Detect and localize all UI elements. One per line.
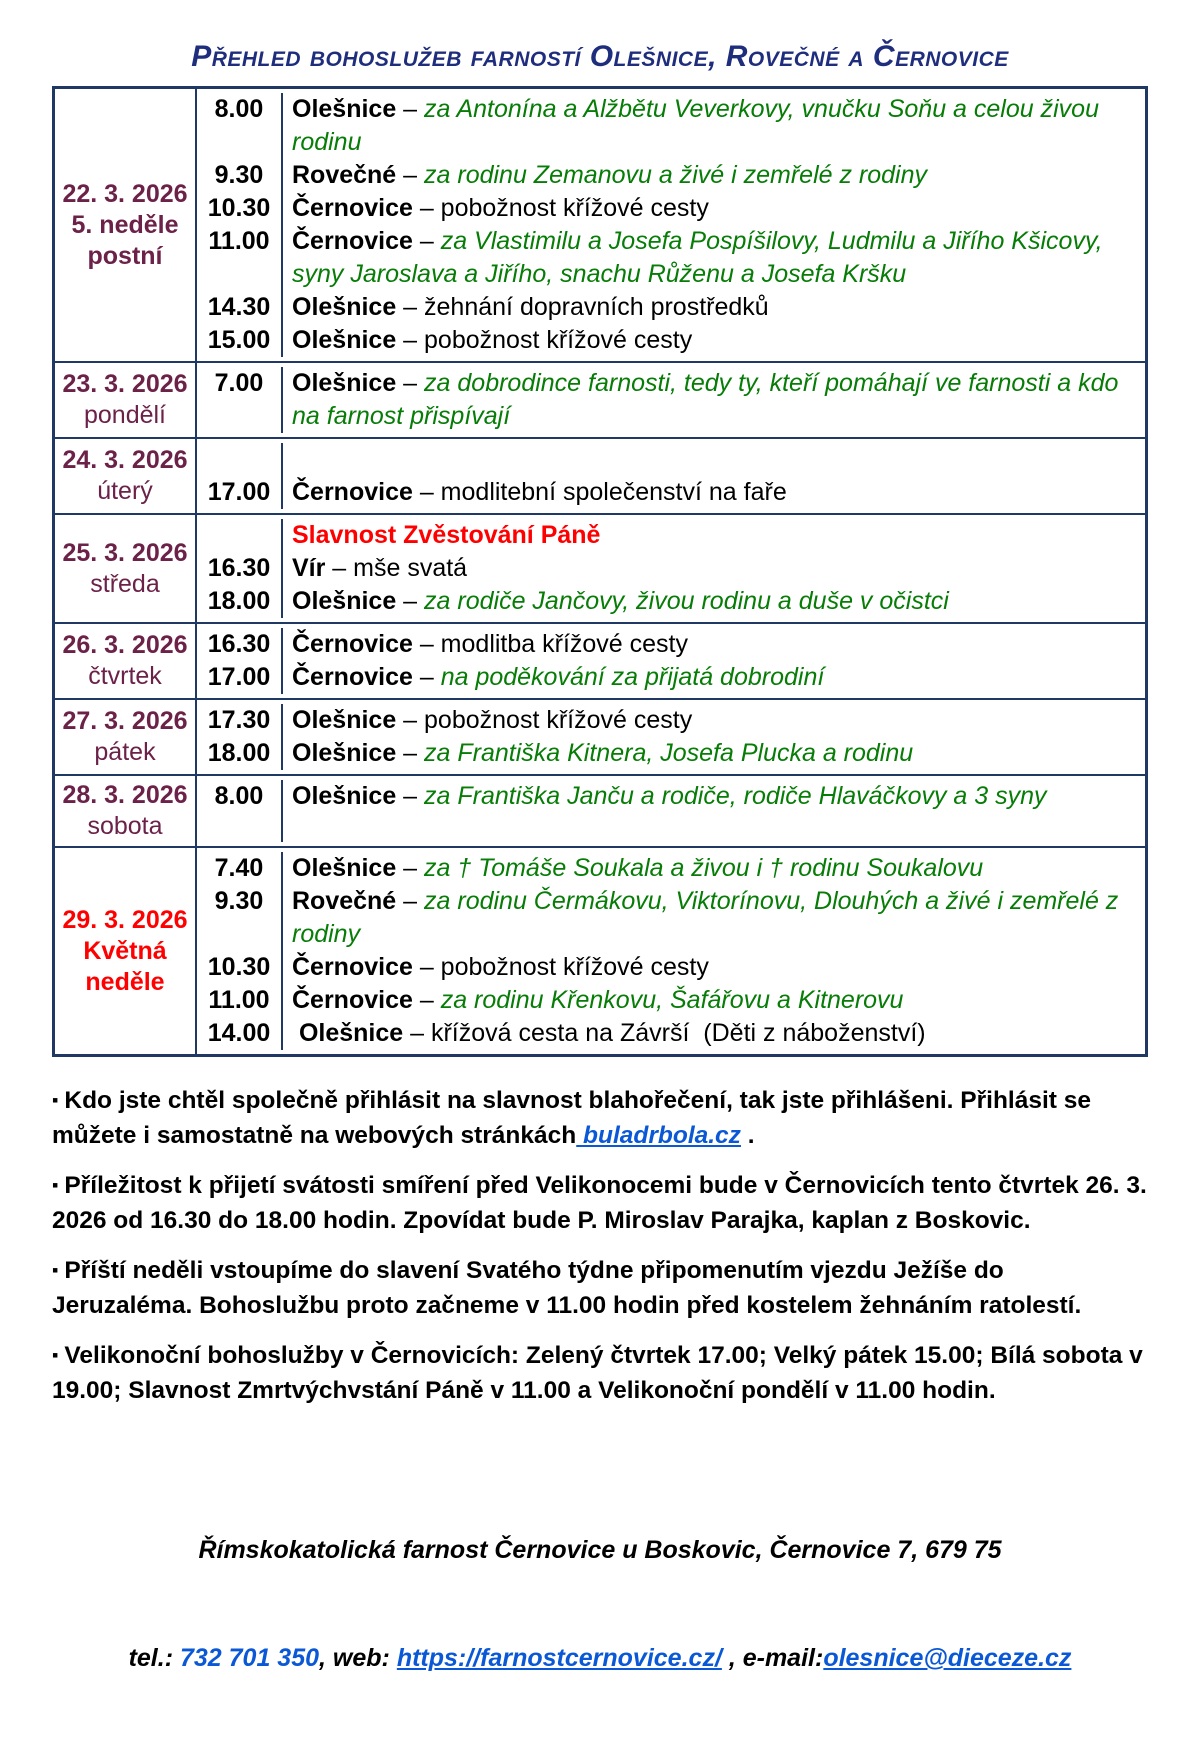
text-segment: Vír bbox=[292, 554, 326, 582]
event-time: 7.40 bbox=[197, 852, 283, 885]
event-description bbox=[283, 443, 1145, 476]
note-paragraph bbox=[52, 1253, 1148, 1323]
event-description bbox=[283, 661, 1145, 694]
event-description bbox=[283, 852, 1145, 885]
date-line: 24. 3. 2026 bbox=[62, 446, 188, 474]
note-paragraph bbox=[52, 1338, 1148, 1408]
text-segment: Rovečné bbox=[292, 887, 397, 915]
text-segment: Černovice bbox=[292, 478, 413, 506]
text-segment: Olešnice bbox=[292, 782, 397, 810]
text-segment: na poděkování za přijatá dobrodiní bbox=[440, 663, 825, 691]
date-line: čtvrtek bbox=[88, 662, 162, 690]
event-time: 17.00 bbox=[197, 476, 283, 509]
notes-section bbox=[52, 1083, 1154, 1408]
date-line: Květná bbox=[83, 936, 167, 965]
date-line: 25. 3. 2026 bbox=[62, 538, 188, 567]
text-segment: Olešnice bbox=[292, 326, 397, 354]
buladrbola-link[interactable]: buladrbola.cz bbox=[576, 1122, 741, 1149]
event-row bbox=[197, 367, 1145, 433]
event-list bbox=[197, 363, 1145, 437]
date-cell bbox=[55, 776, 197, 846]
text-segment: , web: bbox=[319, 1644, 397, 1672]
phone-number: 732 701 350 bbox=[179, 1644, 320, 1672]
text-segment: za rodinu Zemanovu a živé i zemřelé z rodiny bbox=[424, 161, 928, 189]
text-segment: – bbox=[396, 739, 425, 767]
date-line: neděle bbox=[85, 967, 165, 996]
date-cell bbox=[55, 515, 197, 622]
text-segment: – modlitba křížové cesty bbox=[412, 630, 689, 658]
text-segment: za Antonína a Alžbětu Veverkovy, vnučku Soňu a celou živou rodinu bbox=[292, 95, 1106, 156]
text-segment: – křížová cesta na Závrší (Děti z náboženství) bbox=[403, 1019, 926, 1047]
event-list bbox=[197, 776, 1145, 846]
event-row bbox=[197, 552, 1145, 585]
text-segment: Příležitost k přijetí svátosti smíření před Velikonocemi bude v Černovicích tento čtvrtek 26. 3. 2026 od 16.30 do 18.00 hodin. Zpovídat bude P. Miroslav Parajka, kaplan z Boskovic. bbox=[52, 1172, 1154, 1234]
event-time: 7.00 bbox=[197, 367, 283, 433]
text-segment: Olešnice bbox=[292, 95, 397, 123]
event-time: 18.00 bbox=[197, 737, 283, 770]
event-list bbox=[197, 89, 1145, 361]
event-time: 11.00 bbox=[197, 984, 283, 1017]
text-segment: – bbox=[412, 663, 441, 691]
event-description bbox=[283, 885, 1145, 951]
event-time: 14.30 bbox=[197, 291, 283, 324]
text-segment: Slavnost Zvěstování Páně bbox=[292, 521, 601, 549]
event-row bbox=[197, 93, 1145, 159]
event-description bbox=[283, 780, 1145, 842]
event-time: 11.00 bbox=[197, 225, 283, 291]
text-segment: . bbox=[740, 1122, 755, 1149]
text-segment: za rodinu Čermákovu, Viktorínovu, Dlouhých a živé i zemřelé z rodiny bbox=[292, 887, 1126, 948]
text-segment bbox=[292, 1019, 299, 1047]
table-row bbox=[55, 846, 1145, 1054]
event-time: 18.00 bbox=[197, 585, 283, 618]
bullet-icon: ▪ bbox=[52, 1345, 59, 1365]
table-row bbox=[55, 774, 1145, 846]
text-segment: za † Tomáše Soukala a živou i † rodinu Soukalovu bbox=[424, 854, 984, 882]
table-row bbox=[55, 361, 1145, 437]
event-time: 16.30 bbox=[197, 552, 283, 585]
event-time: 9.30 bbox=[197, 885, 283, 951]
text-segment: – pobožnost křížové cesty bbox=[396, 706, 693, 734]
text-segment: – bbox=[412, 986, 441, 1014]
text-segment: Černovice bbox=[292, 194, 413, 222]
text-segment: Olešnice bbox=[298, 1019, 404, 1047]
event-row bbox=[197, 628, 1145, 661]
event-time: 8.00 bbox=[197, 780, 283, 842]
event-description bbox=[283, 476, 1145, 509]
event-time bbox=[197, 443, 283, 476]
text-segment: – bbox=[412, 227, 441, 255]
text-segment: – pobožnost křížové cesty bbox=[412, 953, 709, 981]
event-description bbox=[283, 159, 1145, 192]
event-row bbox=[197, 291, 1145, 324]
website-link[interactable]: https://farnostcernovice.cz/ bbox=[396, 1644, 722, 1672]
event-list bbox=[197, 624, 1145, 698]
event-row bbox=[197, 951, 1145, 984]
event-time: 9.30 bbox=[197, 159, 283, 192]
event-description bbox=[283, 951, 1145, 984]
text-segment: Olešnice bbox=[292, 369, 397, 397]
event-time: 17.00 bbox=[197, 661, 283, 694]
text-segment: Velikonoční bohoslužby v Černovicích: Zelený čtvrtek 17.00; Velký pátek 15.00; Bílá sobota v 19.00; Slavnost Zmrtvýchvstání Páně v 11.00 a Velikonoční pondělí v 11.00 hodin. bbox=[52, 1342, 1150, 1404]
text-segment: – mše svatá bbox=[325, 554, 468, 582]
event-row bbox=[197, 192, 1145, 225]
text-segment: – žehnání dopravních prostředků bbox=[396, 293, 769, 321]
event-description bbox=[283, 225, 1145, 291]
date-line: 28. 3. 2026 bbox=[62, 781, 188, 809]
event-description bbox=[283, 192, 1145, 225]
text-segment: – bbox=[396, 161, 425, 189]
event-row bbox=[197, 661, 1145, 694]
text-segment: Olešnice bbox=[292, 293, 397, 321]
text-segment: za Františka Janču a rodiče, rodiče Hlaváčkovy a 3 syny bbox=[424, 782, 1047, 810]
date-line: 22. 3. 2026 bbox=[62, 179, 188, 208]
table-row bbox=[55, 513, 1145, 622]
text-segment: – modlitební společenství na faře bbox=[412, 478, 787, 506]
event-time: 17.30 bbox=[197, 704, 283, 737]
note-paragraph bbox=[52, 1168, 1154, 1238]
event-row bbox=[197, 225, 1145, 291]
text-segment: – bbox=[396, 369, 425, 397]
event-description bbox=[283, 519, 1145, 552]
date-line: pátek bbox=[94, 738, 156, 766]
text-segment: Černovice bbox=[292, 953, 413, 981]
note-paragraph bbox=[52, 1083, 1148, 1153]
text-segment: Kdo jste chtěl společně přihlásit na slavnost blahořečení, tak jste přihlášeni. Přihlásit se můžete i samostatně na webových stránkách bbox=[52, 1087, 1098, 1149]
text-segment: – bbox=[396, 887, 425, 915]
event-description bbox=[283, 984, 1145, 1017]
text-segment: – bbox=[396, 95, 425, 123]
text-segment: za rodinu Křenkovu, Šafářovu a Kitnerovu bbox=[440, 986, 904, 1014]
text-segment: Rovečné bbox=[292, 161, 397, 189]
event-time: 10.30 bbox=[197, 192, 283, 225]
event-row bbox=[197, 737, 1145, 770]
date-cell bbox=[55, 848, 197, 1054]
event-row bbox=[197, 984, 1145, 1017]
text-segment: Černovice bbox=[292, 663, 413, 691]
event-description bbox=[283, 737, 1145, 770]
text-segment: za dobrodince farnosti, tedy ty, kteří pomáhají ve farnosti a kdo na farnost přispívají bbox=[292, 369, 1126, 430]
text-segment: – bbox=[396, 854, 425, 882]
event-time bbox=[197, 519, 283, 552]
event-description bbox=[283, 324, 1145, 357]
event-row bbox=[197, 885, 1145, 951]
event-list bbox=[197, 700, 1145, 774]
text-segment: Olešnice bbox=[292, 706, 397, 734]
date-cell bbox=[55, 700, 197, 774]
event-description bbox=[283, 552, 1145, 585]
event-list bbox=[197, 848, 1145, 1054]
text-segment: za Františka Kitnera, Josefa Plucka a rodinu bbox=[424, 739, 914, 767]
event-row bbox=[197, 159, 1145, 192]
event-description bbox=[283, 704, 1145, 737]
event-time: 15.00 bbox=[197, 324, 283, 357]
event-description bbox=[283, 291, 1145, 324]
event-list bbox=[197, 439, 1145, 513]
footer-contacts bbox=[52, 1640, 1148, 1676]
event-description bbox=[283, 585, 1145, 618]
event-row bbox=[197, 519, 1145, 552]
date-line: 5. neděle bbox=[71, 210, 179, 239]
text-segment: Olešnice bbox=[292, 854, 397, 882]
event-row bbox=[197, 852, 1145, 885]
date-line: 27. 3. 2026 bbox=[62, 707, 188, 735]
table-row bbox=[55, 698, 1145, 774]
event-description bbox=[283, 93, 1145, 159]
event-list bbox=[197, 515, 1145, 622]
footer bbox=[52, 1460, 1148, 1748]
text-segment: – bbox=[396, 782, 425, 810]
text-segment: Příští neděli vstoupíme do slavení Svatého týdne připomenutím vjezdu Ježíše do Jeruzaléma. Bohoslužbu proto začneme v 11.00 hodin před kostelem žehnáním ratolestí. bbox=[52, 1257, 1082, 1319]
date-cell bbox=[55, 363, 197, 437]
event-row bbox=[197, 476, 1145, 509]
date-cell bbox=[55, 89, 197, 361]
event-time: 14.00 bbox=[197, 1017, 283, 1050]
event-time: 8.00 bbox=[197, 93, 283, 159]
text-segment: Olešnice bbox=[292, 587, 397, 615]
bullet-icon: ▪ bbox=[52, 1175, 59, 1195]
text-segment: – pobožnost křížové cesty bbox=[412, 194, 709, 222]
bullet-icon: ▪ bbox=[52, 1260, 59, 1280]
schedule-table bbox=[52, 86, 1148, 1057]
event-row bbox=[197, 780, 1145, 842]
event-time: 10.30 bbox=[197, 951, 283, 984]
date-cell bbox=[55, 439, 197, 513]
event-row bbox=[197, 704, 1145, 737]
text-segment: Černovice bbox=[292, 986, 413, 1014]
event-row bbox=[197, 324, 1145, 357]
date-line: postní bbox=[87, 241, 163, 270]
text-segment: Černovice bbox=[292, 630, 413, 658]
date-line: úterý bbox=[97, 477, 153, 505]
event-time: 16.30 bbox=[197, 628, 283, 661]
table-row bbox=[55, 622, 1145, 698]
text-segment: tel.: bbox=[128, 1644, 180, 1672]
date-line: středa bbox=[90, 569, 160, 598]
text-segment: – bbox=[396, 587, 425, 615]
text-segment: – pobožnost křížové cesty bbox=[396, 326, 693, 354]
date-line: pondělí bbox=[83, 401, 167, 429]
email-link[interactable]: olesnice@dieceze.cz bbox=[823, 1644, 1072, 1672]
text-segment: za rodiče Jančovy, živou rodinu a duše v očistci bbox=[424, 587, 949, 615]
bullet-icon: ▪ bbox=[52, 1090, 59, 1110]
event-description bbox=[283, 628, 1145, 661]
date-cell bbox=[55, 624, 197, 698]
event-description bbox=[283, 367, 1145, 433]
date-line: 29. 3. 2026 bbox=[62, 905, 188, 934]
footer-address: Římskokatolická farnost Černovice u Boskovic, Černovice 7, 679 75 bbox=[198, 1536, 1002, 1564]
table-row bbox=[55, 89, 1145, 361]
text-segment: za Vlastimilu a Josefa Pospíšilovy, Ludmilu a Jiřího Kšicovy, syny Jaroslava a Jiřího, snachu Růženu a Josefa Kršku bbox=[292, 227, 1110, 288]
date-line: 23. 3. 2026 bbox=[62, 370, 188, 398]
date-line: sobota bbox=[87, 812, 163, 840]
text-segment: , e-mail: bbox=[721, 1644, 824, 1672]
event-description bbox=[283, 1017, 1145, 1050]
date-line: 26. 3. 2026 bbox=[62, 631, 188, 659]
event-row bbox=[197, 443, 1145, 476]
event-row bbox=[197, 1017, 1145, 1050]
text-segment: Olešnice bbox=[292, 739, 397, 767]
page-title: Přehled bohoslužeb farností Olešnice, Rovečné a Černovice bbox=[191, 40, 1009, 73]
table-row bbox=[55, 437, 1145, 513]
event-row bbox=[197, 585, 1145, 618]
text-segment: Černovice bbox=[292, 227, 413, 255]
